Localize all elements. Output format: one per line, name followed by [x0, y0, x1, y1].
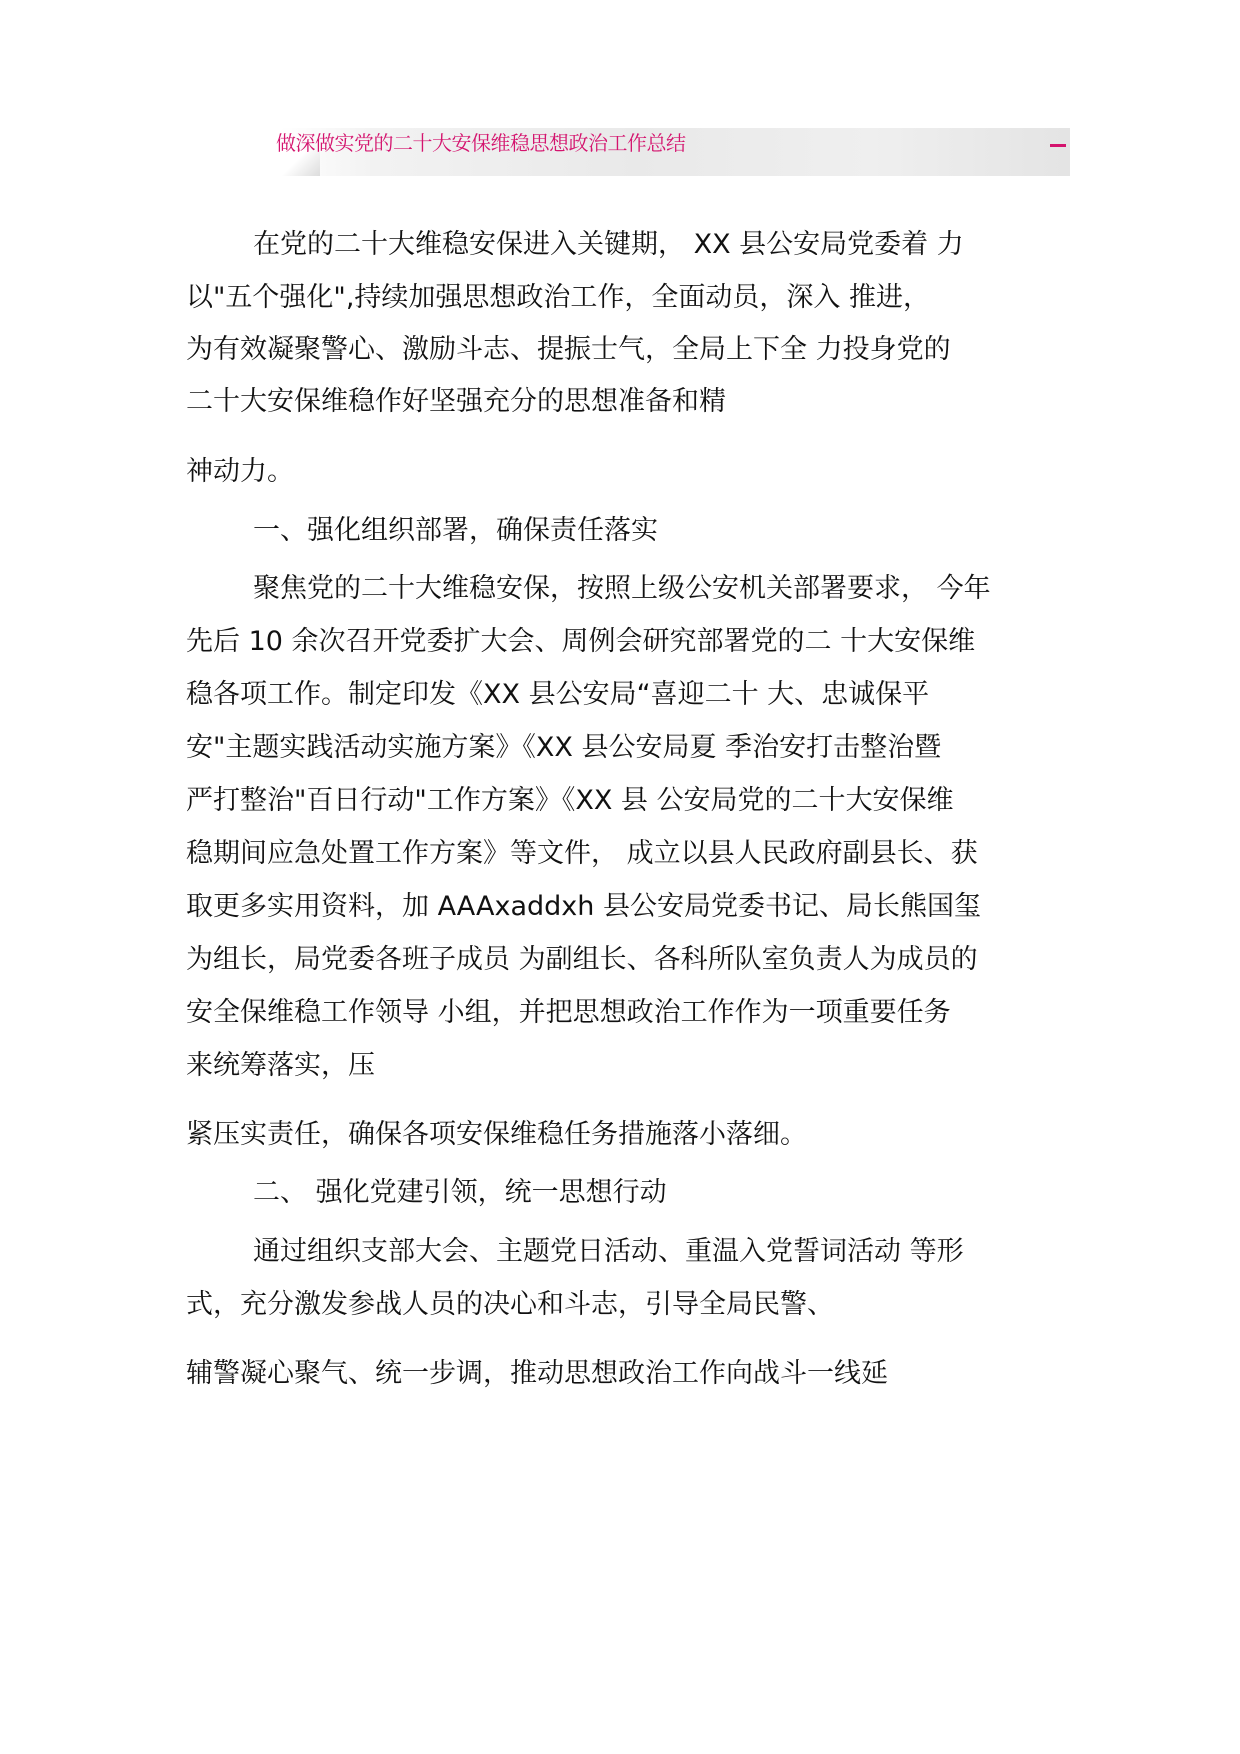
body-text-line: 为有效凝聚警心、激励斗志、提振士气，全局上下全 力投身党的 — [186, 334, 951, 365]
body-text-line: 先后 10 余次召开党委扩大会、周例会研究部署党的二 十大安保维 — [186, 626, 976, 657]
body-text-line: 稳期间应急处置工作方案》等文件， 成立以县人民政府副县长、获 — [186, 838, 978, 869]
body-text-line: 神动力。 — [186, 456, 294, 487]
body-text-line: 紧压实责任，确保各项安保维稳任务措施落小落细。 — [186, 1119, 807, 1150]
body-text-line: 通过组织支部大会、主题党日活动、重温入党誓词活动 等形 — [253, 1236, 964, 1267]
body-text-line: 取更多实用资料，加 AAAxaddxh 县公安局党委书记、局长熊国玺 — [186, 891, 981, 922]
body-text-line: 二十大安保维稳作好坚强充分的思想准备和精 — [186, 386, 726, 417]
document-title: 做深做实党的二十大安保维稳思想政治工作总结 — [276, 131, 686, 155]
section-heading: 二、 强化党建引领，统一思想行动 — [253, 1177, 667, 1208]
body-text-line: 来统筹落实，压 — [186, 1050, 375, 1081]
body-text-line: 以"五个强化",持续加强思想政治工作，全面动员，深入 推进， — [186, 282, 931, 313]
body-text-line: 辅警凝心聚气、统一步调，推动思想政治工作向战斗一线延 — [186, 1358, 888, 1389]
body-text-line: 安全保维稳工作领导 小组，并把思想政治工作作为一项重要任务 — [186, 997, 951, 1028]
body-text-line: 在党的二十大维稳安保进入关键期， XX 县公安局党委着 力 — [253, 229, 964, 260]
body-text-line: 安"主题实践活动实施方案》《XX 县公安局夏 季治安打击整治暨 — [186, 732, 942, 763]
body-text-line: 式，充分激发参战人员的决心和斗志，引导全局民警、 — [186, 1289, 834, 1320]
header-mark — [1050, 144, 1066, 147]
body-text-line: 为组长，局党委各班子成员 为副组长、各科所队室负责人为成员的 — [186, 944, 978, 975]
body-text-line: 稳各项工作。制定印发《XX 县公安局“喜迎二十 大、忠诚保平 — [186, 679, 930, 710]
section-heading: 一、强化组织部署，确保责任落实 — [253, 515, 658, 546]
body-text-line: 聚焦党的二十大维稳安保，按照上级公安机关部署要求， 今年 — [253, 573, 991, 604]
body-text-line: 严打整治"百日行动"工作方案》《XX 县 公安局党的二十大安保维 — [186, 785, 954, 816]
